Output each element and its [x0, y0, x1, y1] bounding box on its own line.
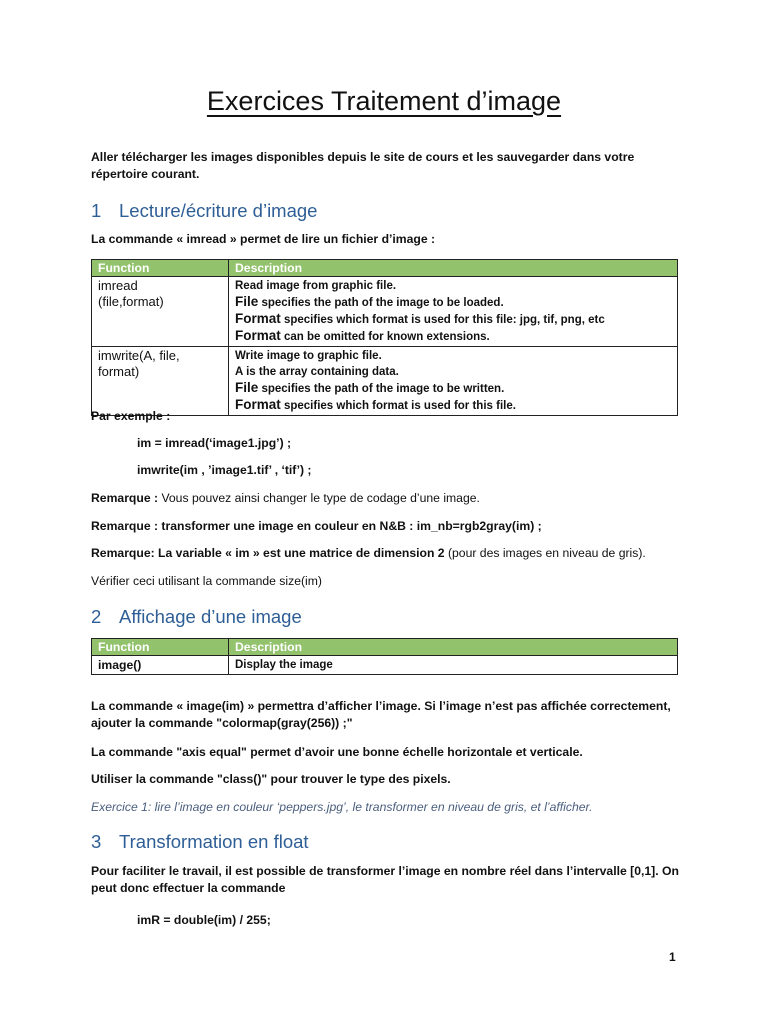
- section-1-title: Lecture/écriture d’image: [119, 200, 318, 221]
- description-text: specifies which format is used for this file: jpg, tif, png, etc: [280, 314, 605, 326]
- description-line: [235, 328, 671, 345]
- section-2-paragraph-2: La commande "axis equal" permet d’avoir une bonne échelle horizontale et verticale.: [91, 745, 583, 759]
- section-2-heading: [91, 606, 302, 628]
- section-2-number: 2: [91, 606, 102, 627]
- exercise-1: Exercice 1: lire l’image en couleur ‘peppers.jpg’, le transformer en niveau de gris, et l’afficher.: [91, 800, 593, 814]
- remark-label: Remarque :: [91, 491, 159, 505]
- section-2-paragraph-1: La commande « image(im) » permettra d’afficher l’image. Si l’image n’est pas affichée correctement, ajouter la commande "colormap(gray(256)) ;": [91, 699, 671, 730]
- remark-1: [91, 490, 681, 507]
- section-1-number: 1: [91, 200, 102, 221]
- table-header-function: Function: [92, 260, 229, 277]
- page-number: 1: [669, 950, 676, 964]
- description-line: Read image from graphic file.: [235, 280, 397, 292]
- remark-text: La variable « im » est une matrice de dimension 2: [154, 546, 448, 560]
- keyword: File: [235, 380, 259, 395]
- remark-text: Vous pouvez ainsi changer le type de codage d’une image.: [158, 491, 480, 505]
- function-name: imread: [98, 278, 138, 293]
- keyword: Format: [235, 311, 281, 326]
- description-text: specifies which format is used for this file.: [280, 400, 516, 412]
- code-line-imwrite: imwrite(im , ’image1.tif’ , ‘tif’) ;: [137, 463, 312, 477]
- description-line: [235, 311, 671, 328]
- table-row: [92, 656, 678, 675]
- function-cell: [92, 347, 229, 416]
- table-header-function: Function: [92, 639, 229, 656]
- section-3-number: 3: [91, 831, 102, 852]
- section-2-paragraph-3: Utiliser la commande "class()" pour trouver le type des pixels.: [91, 772, 451, 786]
- function-cell: [92, 277, 229, 347]
- remark-label: Remarque:: [91, 546, 155, 560]
- section-3-title: Transformation en float: [119, 831, 309, 852]
- remark-text: (pour des images en niveau de gris).: [447, 546, 646, 560]
- description-line: [235, 294, 671, 311]
- table-row: [92, 347, 678, 416]
- section-1-heading: [91, 200, 317, 222]
- table-header-description: Description: [229, 260, 678, 277]
- section-3-heading: [91, 831, 309, 853]
- description-cell: [229, 277, 678, 347]
- code-line-double: imR = double(im) / 255;: [137, 913, 271, 927]
- remark-2: Remarque : transformer une image en couleur en N&B : im_nb=rgb2gray(im) ;: [91, 519, 542, 533]
- keyword: Format: [235, 397, 281, 412]
- table-header-description: Description: [229, 639, 678, 656]
- function-table-1: [91, 259, 678, 416]
- table-row: [92, 277, 678, 347]
- section-3-paragraph: Pour faciliter le travail, il est possible de transformer l’image en nombre réel dans l’intervalle [0,1]. On peut donc effectuer la commande: [91, 864, 679, 895]
- keyword: Format: [235, 328, 281, 343]
- section-1-lead: La commande « imread » permet de lire un fichier d’image :: [91, 232, 436, 246]
- description-line: Write image to graphic file.: [235, 350, 382, 362]
- function-args: format): [98, 364, 140, 379]
- description-cell: [229, 347, 678, 416]
- description-line: A is the array containing data.: [235, 366, 399, 378]
- description-text: specifies the path of the image to be loaded.: [258, 297, 504, 309]
- remark-3: [91, 545, 681, 562]
- function-name: imwrite(A, file,: [98, 348, 180, 363]
- function-table-2: [91, 638, 678, 675]
- intro-paragraph: Aller télécharger les images disponibles depuis le site de cours et les sauvegarder dans votre répertoire courant.: [91, 150, 635, 181]
- example-label: Par exemple :: [91, 409, 171, 423]
- description-text: can be omitted for known extensions.: [280, 331, 490, 343]
- verify-paragraph: Vérifier ceci utilisant la commande size(im): [91, 574, 322, 588]
- code-line-imread: im = imread(‘image1.jpg’) ;: [137, 436, 292, 450]
- description-text: specifies the path of the image to be written.: [258, 383, 505, 395]
- description-cell: Display the image: [229, 656, 678, 675]
- function-cell: image(): [92, 656, 229, 675]
- document-title: Exercices Traitement d’image: [206, 86, 562, 116]
- keyword: File: [235, 294, 259, 309]
- section-2-title: Affichage d’une image: [119, 606, 302, 627]
- description-line: [235, 380, 671, 397]
- function-args: (file,format): [98, 294, 164, 309]
